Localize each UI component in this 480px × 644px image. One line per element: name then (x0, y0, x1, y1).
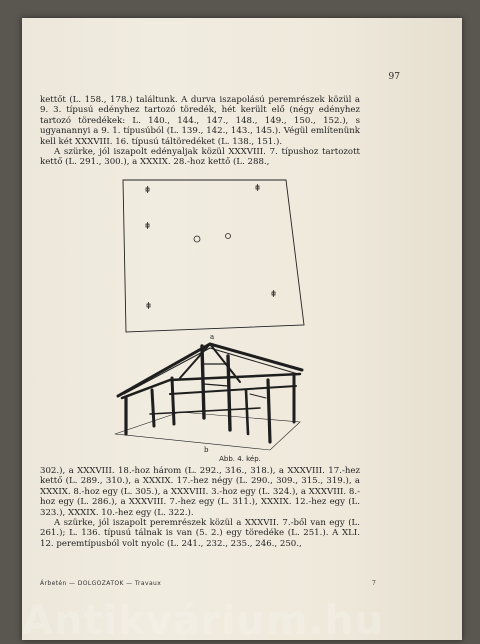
running-footer: Árbetén — DOLGOZATOK — Travaux (40, 580, 162, 587)
paragraph: A szürke, jól iszapolt edényaljak közül XXXVIII. 7. típushoz tartozott kettő (L. 291., 300.), a XXXIX. 28.-hoz kettő (L. 288., (40, 147, 360, 168)
page-number: 97 (388, 72, 400, 82)
posthole (226, 234, 231, 239)
figure-reconstruction (110, 334, 310, 454)
paragraph: 302.), a XXXVIII. 18.-hoz három (L. 292., 316., 318.), a XXXVIII. 17.-hez kettő (L. 289., 310.), a XXXIX. 17.-hez négy (L. 290., 309., 315., 319.), a XXXIX. 8.-hoz egy (L. 305.), a XXXVIII. 3.-hoz egy (L. 324.), a XXXVIII. 8.-hoz egy (L. 286.), a XXXVIII. 7.-hez egy (L. 311.), XXXIX. 12.-hez egy (L. 323.), XXXIX. 10.-hez egy (L. 322.). (40, 466, 360, 518)
ground-line (115, 412, 300, 450)
post-mark (272, 290, 275, 297)
figure-caption: Abb. 4. kép. (219, 455, 261, 463)
post-mark (146, 186, 149, 193)
figure-plan (118, 176, 308, 342)
body-text-bottom (40, 466, 360, 549)
post (202, 346, 204, 418)
watermark: Antikvárium.hu (22, 598, 384, 644)
figure-label-a: a (210, 333, 215, 341)
beam (170, 386, 296, 394)
post-mark (256, 184, 259, 191)
figure-label-b: b (204, 446, 209, 454)
body-text-top (40, 95, 360, 168)
post (268, 380, 270, 442)
post (152, 390, 154, 426)
paragraph: kettőt (L. 158., 178.) találtunk. A durva iszapolású peremrészek közül a 9. 3. típusú edényhez tartozó töredék, hét került elő (négy edényhez tartozó töredékek: L. 140., 144., 147., 148., 149., 150., 152.), s ugyanannyi a 9. 1. típusúból (L. 139., 142., 143., 145.). Végül említenünk kell két XXXVIII. 16. típusú táltöredéket (L. 138., 151.). (40, 95, 360, 147)
post (228, 356, 230, 430)
signature-mark: 7 (372, 580, 376, 587)
plan-outline (123, 180, 304, 332)
post-mark (147, 302, 150, 309)
post (172, 378, 174, 424)
posthole (194, 236, 200, 242)
post (246, 390, 248, 434)
post-mark (146, 222, 149, 229)
paragraph: A szürke, jól iszapolt peremrészek közül a XXXVII. 7.-ből van egy (L. 261.); L. 136. típusú tálnak is van (5. 2.) egy töredéke (L. 251.). A XLI. 12. peremtípusból volt nyolc (L. 241., 232., 235., 246., 250., (40, 518, 360, 549)
